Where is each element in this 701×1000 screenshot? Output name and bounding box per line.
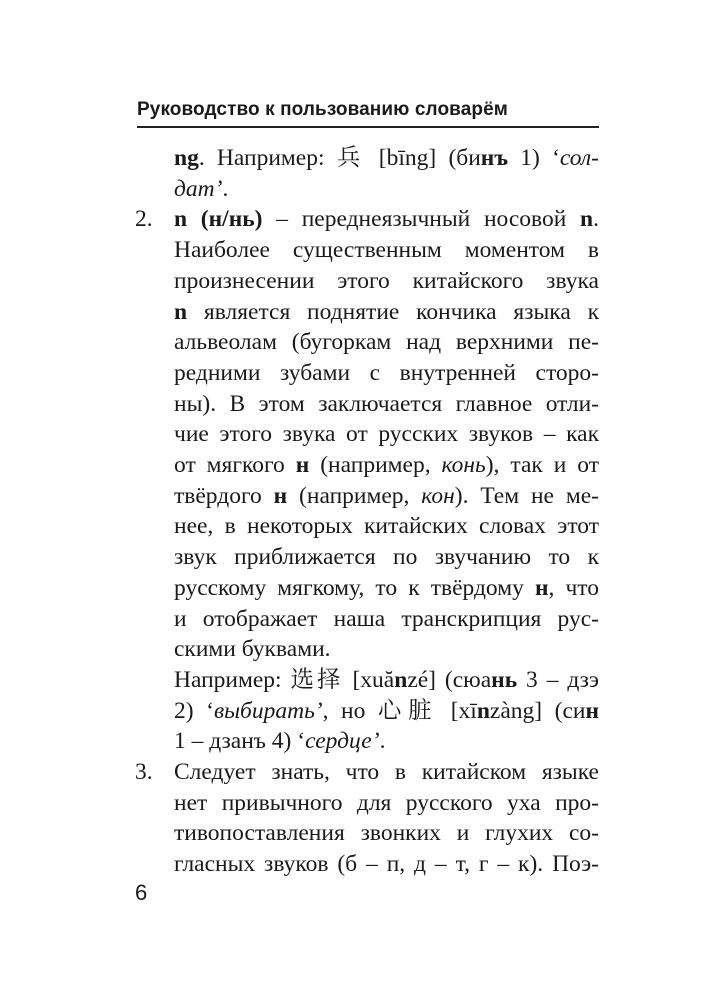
bold-run: нь [491, 666, 518, 693]
text-run: Следует знать, что в китайском языке [174, 759, 599, 785]
text-line [174, 788, 599, 819]
text-line [174, 204, 599, 235]
text-run: – переднеязычный носовой [262, 206, 581, 233]
list-item-number: 2. [135, 206, 153, 233]
text-run: звук приближается по звучанию то к [174, 544, 599, 571]
italic-run: кон [421, 482, 455, 509]
italic-run: дат’ [174, 175, 223, 202]
italic-run: сердце’ [305, 728, 380, 755]
bold-run: н [534, 574, 549, 601]
text-run: русскому мягкому, то к твёрдому [174, 574, 535, 601]
text-run: является поднятие кончика языка к [187, 298, 599, 325]
text-run: 2) ‘ [174, 697, 214, 724]
text-line [174, 634, 599, 665]
text-run: 1 – дзанъ 4) ‘ [174, 728, 306, 755]
text-run: альвеолам (бугоркам над верхними пе- [174, 329, 599, 356]
text-line [174, 266, 599, 297]
text-line [174, 818, 599, 849]
bold-run: n [580, 206, 594, 233]
running-head-title: Руководство к пользованию словарём [137, 99, 508, 120]
bold-run: n (н/нь) [174, 206, 263, 233]
text-run: гласных звуков (б – п, д – т, г – к). Поэ- [174, 851, 599, 878]
text-run: zé] (сюа [407, 666, 492, 693]
text-line [174, 327, 599, 358]
bold-run: н [295, 452, 310, 478]
text-line [174, 174, 599, 205]
text-line [174, 419, 599, 450]
bold-run: n [394, 666, 408, 693]
bold-run: нъ [480, 145, 509, 171]
text-run: . [379, 728, 386, 755]
text-run: чие этого звука от русских звуков – как [174, 421, 599, 448]
text-line [174, 604, 599, 635]
text-line [174, 450, 599, 481]
text-run: Наиболее существенным моментом в [174, 237, 599, 264]
text-run: ), так и от [485, 452, 599, 478]
text-line [174, 726, 599, 757]
text-run: скими буквами. [174, 636, 331, 663]
text-run: . [222, 175, 229, 202]
list-item-number: 3. [135, 759, 153, 785]
text-run: ). Тем не ме- [454, 482, 599, 509]
text-line [174, 542, 599, 573]
text-run: тивопоставления звонких и глухих со- [174, 820, 599, 847]
text-run: от мягкого [174, 452, 296, 478]
text-line [174, 358, 599, 389]
running-head [137, 98, 599, 128]
text-run: нее, в некоторых китайских словах этот [174, 513, 599, 540]
text-line [174, 573, 599, 604]
text-line [174, 757, 599, 788]
text-run: твёрдого [174, 482, 274, 509]
text-run: 1) ‘ [508, 145, 560, 171]
text-run: . [593, 206, 599, 233]
text-line [174, 665, 599, 696]
text-line [174, 143, 599, 174]
text-line [174, 389, 599, 420]
text-run: произнесении этого китайского звука [174, 267, 599, 294]
text-run: редними зубами с внутренней сторо- [174, 359, 599, 386]
italic-run: сол- [559, 145, 599, 171]
text-line [174, 511, 599, 542]
text-run: (например, [287, 482, 422, 509]
bold-run: н [273, 482, 288, 509]
bold-run: ng [174, 145, 199, 171]
text-run: (например, [309, 452, 442, 478]
text-run: Например: 选择 [xuă [174, 666, 395, 693]
bold-run: н [585, 697, 599, 724]
italic-run: выбирать’, [213, 697, 329, 724]
text-run: , что [548, 574, 600, 601]
text-run: . Например: 兵 [bīng] (би [198, 145, 481, 171]
text-run: ны). В этом заключается главное отли- [174, 390, 599, 417]
text-run: нет привычного для русского уха про- [174, 789, 599, 816]
text-run: 3 – дзэ [517, 666, 599, 693]
italic-run: конь [441, 452, 486, 478]
text-line [174, 696, 599, 727]
text-line [174, 849, 599, 880]
text-line [174, 481, 599, 512]
page-number: 6 [135, 880, 148, 905]
text-line [174, 297, 599, 328]
text-run: zàng] (си [489, 697, 586, 724]
text-line [174, 235, 599, 266]
bold-run: n [476, 697, 490, 724]
text-run: но 心脏 [xī [328, 697, 477, 724]
bold-run: n [174, 298, 188, 325]
text-run: и отображает наша транскрипция рус- [174, 605, 599, 632]
